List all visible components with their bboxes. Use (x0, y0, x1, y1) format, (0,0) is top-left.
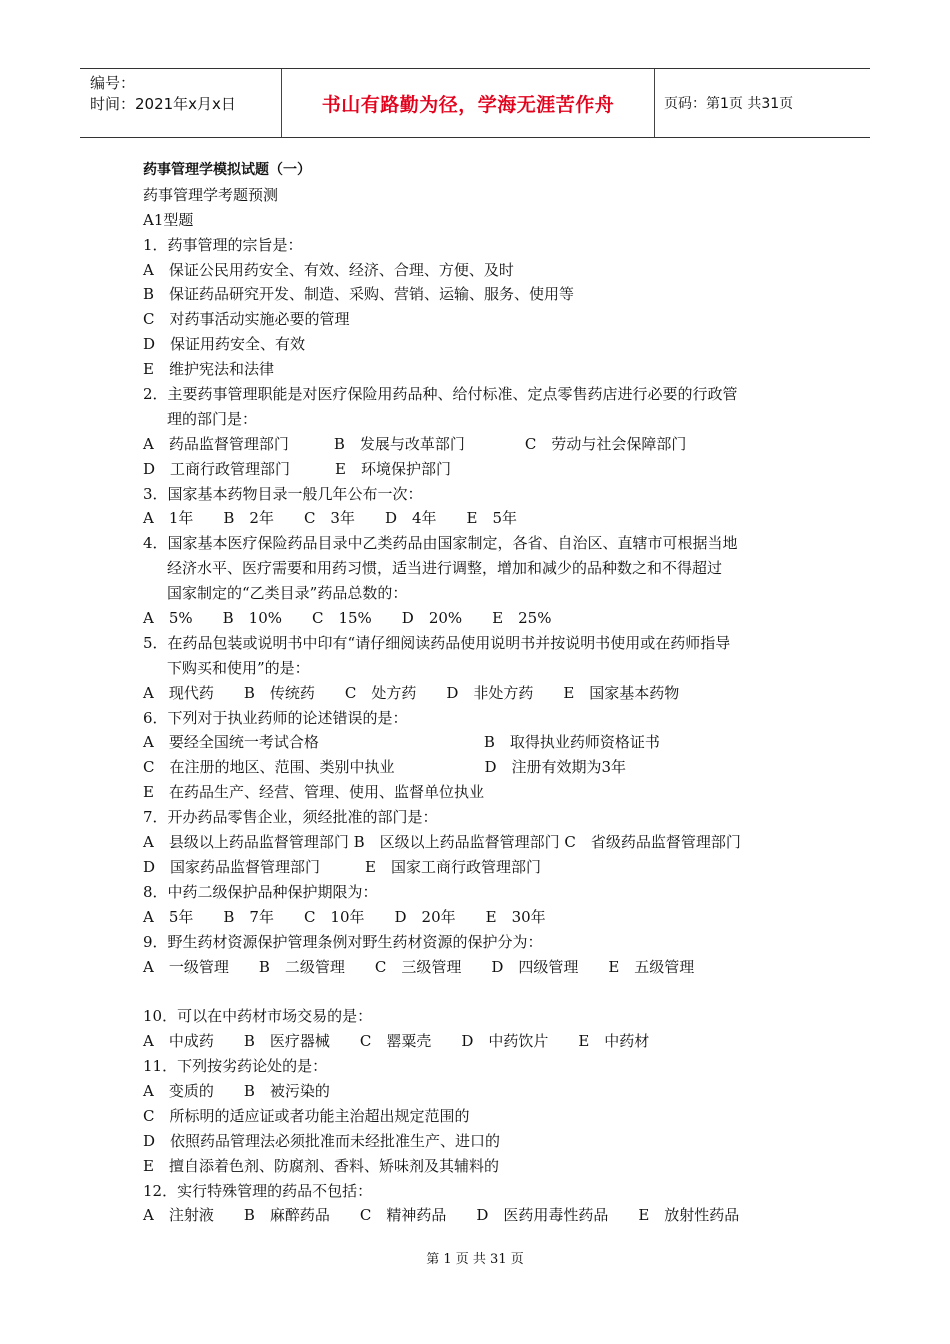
question-line: 5．在药品包装或说明书中印有“请仔细阅读药品使用说明书并按说明书使用或在药师指导 (143, 633, 731, 652)
question-line: B 保证药品研究开发、制造、采购、营销、运输、服务、使用等 (143, 285, 575, 304)
question-line: 11．下列按劣药论处的是： (143, 1057, 328, 1076)
header-motto-cell (282, 69, 655, 137)
question-line: E 在药品生产、经营、管理、使用、监督单位执业 (143, 783, 484, 802)
question-line: 4．国家基本医疗保险药品目录中乙类药品由国家制定，各省、自治区、直辖市可根据当地 (143, 534, 738, 553)
question-line: 8．中药二级保护品种保护期限为： (143, 882, 378, 901)
question-line: A 保证公民用药安全、有效、经济、合理、方便、及时 (143, 260, 514, 279)
document-header (80, 68, 870, 138)
question-line: A 中成药 B 医疗器械 C 罂粟壳 D 中药饮片 E 中药材 (143, 1032, 650, 1051)
question-line: A 1年 B 2年 C 3年 D 4年 E 5年 (143, 509, 518, 528)
motto-text: 书山有路勤为径，学海无涯苦作舟 (321, 93, 615, 116)
blank-line (143, 979, 823, 1004)
question-line: A 一级管理 B 二级管理 C 三级管理 D 四级管理 E 五级管理 (143, 957, 695, 976)
question-line: 1．药事管理的宗旨是： (143, 235, 303, 254)
header-page-cell (654, 69, 870, 137)
question-line: 国家制定的“乙类目录”药品总数的： (167, 584, 408, 603)
document-subtitle: 药事管理学考题预测 (143, 185, 279, 204)
question-line: A 5年 B 7年 C 10年 D 20年 E 30年 (143, 907, 546, 926)
question-line: C 在注册的地区、范围、类别中执业 D 注册有效期为3年 (143, 758, 627, 777)
question-line: D 保证用药安全、有效 (143, 335, 306, 354)
question-line: 3．国家基本药物目录一般几年公布一次： (143, 484, 423, 503)
document-body (143, 158, 823, 1228)
question-line: A 现代药 B 传统药 C 处方药 D 非处方药 E 国家基本药物 (143, 683, 680, 702)
question-line: A 变质的 B 被污染的 (143, 1081, 330, 1100)
question-line: E 维护宪法和法律 (143, 360, 274, 379)
question-line: D 国家药品监督管理部门 E 国家工商行政管理部门 (143, 857, 541, 876)
question-line: 12．实行特殊管理的药品不包括： (143, 1181, 373, 1200)
question-line: A 注射液 B 麻醉药品 C 精神药品 D 医药用毒性药品 E 放射性药品 (143, 1206, 740, 1225)
question-line: 9．野生药材资源保护管理条例对野生药材资源的保护分为： (143, 932, 543, 951)
page-info: 页码：第1页 共31页 (664, 96, 794, 112)
question-line: A 要经全国统一考试合格 B 取得执业药师资格证书 (143, 733, 660, 752)
number-label: 编号： (90, 74, 136, 92)
header-meta-cell (80, 69, 282, 137)
question-line: 下购买和使用”的是： (167, 658, 310, 677)
footer-page-number: 第 1 页 共 31 页 (426, 1252, 524, 1267)
question-line: A 5% B 10% C 15% D 20% E 25% (143, 609, 552, 628)
question-line: E 擅自添着色剂、防腐剂、香料、矫味剂及其辅料的 (143, 1156, 499, 1175)
question-list (143, 233, 823, 1229)
question-line: D 依照药品管理法必须批准而未经批准生产、进口的 (143, 1131, 501, 1150)
date-label: 时间：2021年x月x日 (90, 95, 236, 113)
question-line: 理的部门是： (167, 409, 258, 428)
question-line: 10．可以在中药材市场交易的是： (143, 1007, 373, 1026)
question-line: D 工商行政管理部门 E 环境保护部门 (143, 459, 451, 478)
page-footer (0, 1248, 950, 1267)
question-line: 7．开办药品零售企业，须经批准的部门是： (143, 808, 438, 827)
question-line: A 药品监督管理部门 B 发展与改革部门 C 劳动与社会保障部门 (143, 434, 687, 453)
question-line: 2．主要药事管理职能是对医疗保险用药品种、给付标准、定点零售药店进行必要的行政管 (143, 385, 738, 404)
document-title: 药事管理学模拟试题（一） (143, 162, 311, 178)
question-line: A 县级以上药品监督管理部门 B 区级以上药品监督管理部门 C 省级药品监督管理部门 (143, 833, 741, 852)
question-line: C 对药事活动实施必要的管理 (143, 310, 350, 329)
question-line: 经济水平、医疗需要和用药习惯，适当进行调整，增加和减少的品种数之和不得超过 (167, 559, 723, 578)
question-line: 6．下列对于执业药师的论述错误的是： (143, 708, 408, 727)
section-heading: A1型题 (143, 210, 194, 229)
question-line: C 所标明的适应证或者功能主治超出规定范围的 (143, 1106, 470, 1125)
